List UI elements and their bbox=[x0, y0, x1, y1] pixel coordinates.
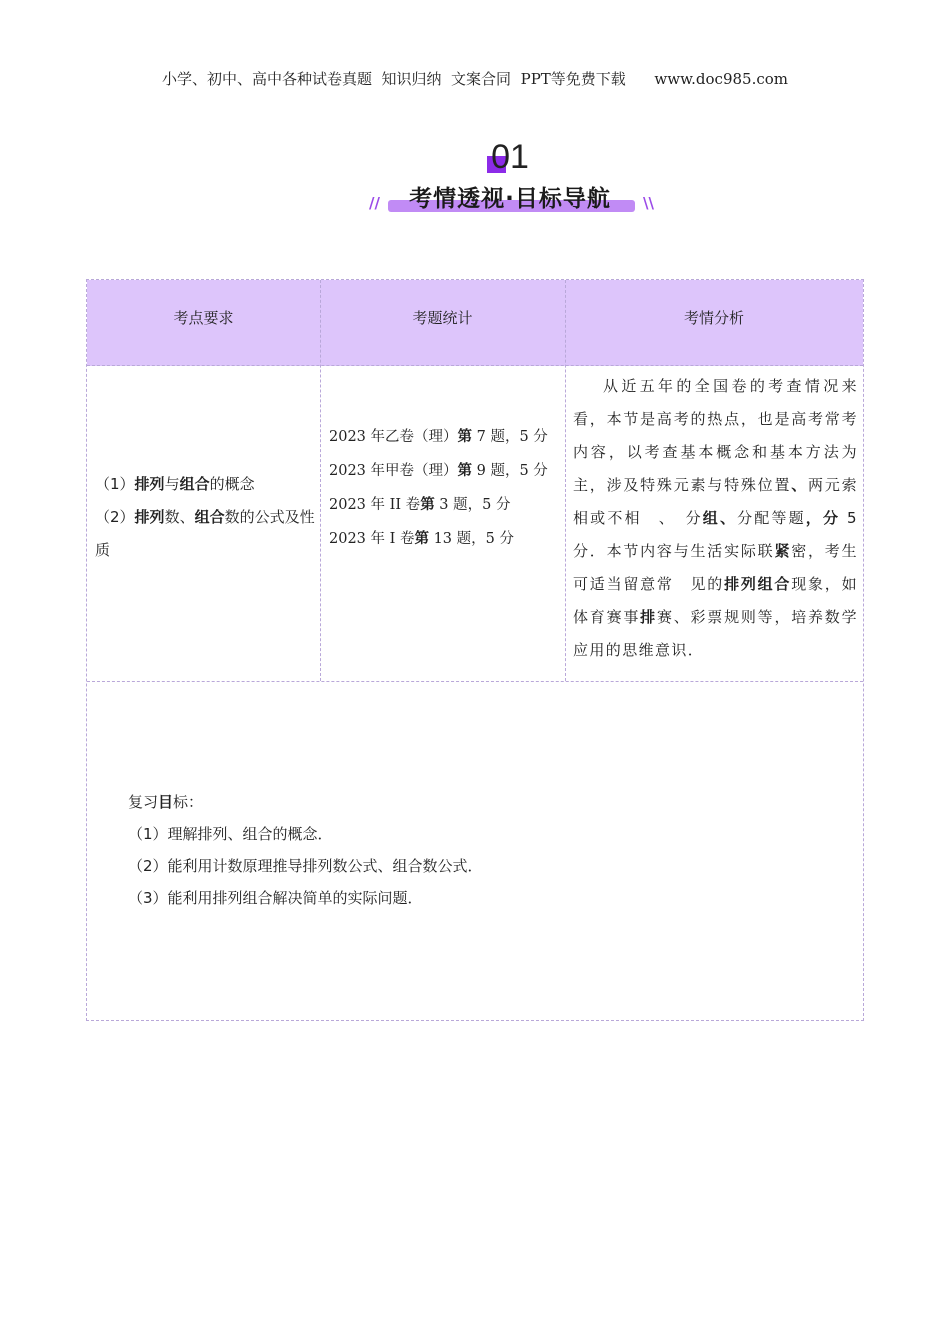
statistic-item: 2023 年 II 卷第 3 题，5 分 bbox=[329, 496, 511, 513]
statistic-item: 2023 年甲卷（理）第 9 题，5 分 bbox=[329, 462, 548, 479]
statistic-item: 2023 年 I 卷第 13 题，5 分 bbox=[329, 530, 514, 547]
slash-right-icon: \\ bbox=[643, 194, 654, 212]
header-statistics: 考题统计 bbox=[412, 309, 473, 327]
requirements-cell bbox=[95, 468, 317, 567]
header-requirements: 考点要求 bbox=[173, 309, 234, 327]
table-header-row bbox=[87, 280, 863, 366]
page-header bbox=[0, 68, 950, 89]
analysis-cell: 从近五年的全国卷的考查情况来看，本节是高考的热点，也是高考常考内容，以考查基本概念和基本方法为主，涉及特殊元素与特殊位置、两元索相或不相 、 分组、分配等题，分 5 分．本节内容与生活实际联紧密，考生可适当留意常 见的排列组合现象，如体育赛事排赛、彩票规则等，培养数学应用的思维意识． bbox=[573, 377, 859, 659]
review-goals bbox=[128, 786, 828, 914]
header-analysis: 考情分析 bbox=[683, 309, 744, 327]
statistic-item: 2023 年乙卷（理）第 7 题，5 分 bbox=[329, 428, 548, 445]
table-body-row bbox=[87, 365, 863, 682]
section-number: 01 bbox=[491, 138, 529, 176]
requirement-item: （1）排列与组合的概念 bbox=[95, 475, 255, 493]
statistics-cell bbox=[329, 420, 565, 556]
goal-item: （2）能利用计数原理推导排列数公式、组合数公式． bbox=[128, 857, 483, 875]
review-goals-label: 复习目标： bbox=[128, 793, 204, 811]
header-tagline: 小学、初中、高中各种试卷真题 知识归纳 文案合同 PPT等免费下载 bbox=[161, 70, 626, 88]
exam-analysis-table bbox=[86, 279, 864, 1021]
requirement-item: （2）排列数、组合数的公式及性质 bbox=[95, 508, 315, 559]
review-goals-row bbox=[87, 681, 863, 1020]
goal-item: （3）能利用排列组合解决简单的实际问题． bbox=[128, 889, 423, 907]
goal-item: （1）理解排列、组合的概念． bbox=[128, 825, 333, 843]
header-site-link[interactable]: www.doc985.com bbox=[654, 70, 788, 88]
section-badge bbox=[360, 138, 660, 218]
section-title: 考情透视·目标导航 bbox=[409, 186, 611, 212]
slash-left-icon: // bbox=[369, 194, 380, 212]
